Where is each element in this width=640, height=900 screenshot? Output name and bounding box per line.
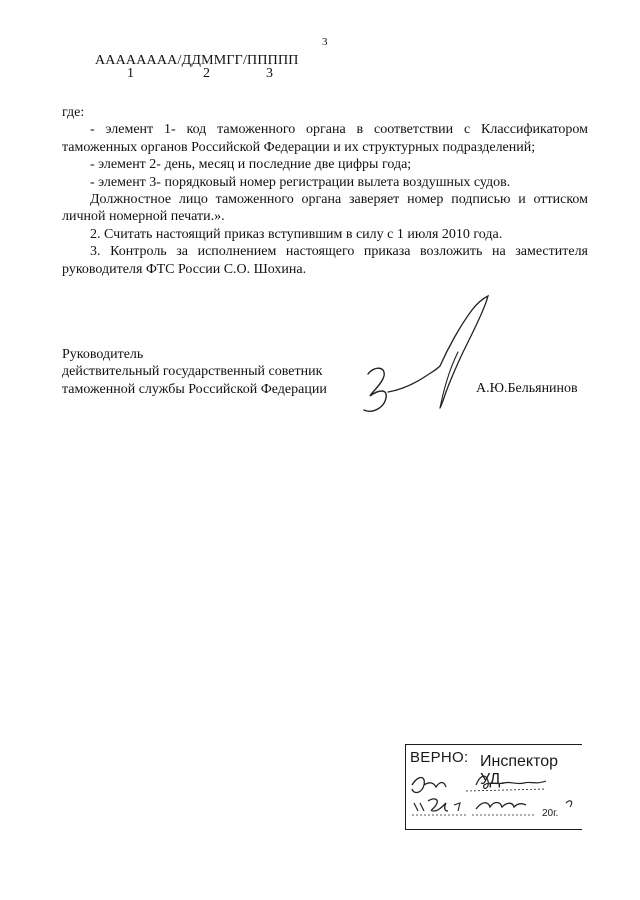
- verification-stamp: [405, 744, 582, 830]
- item-3-text: 3. Контроль за исполнением настоящего приказа возложить на заместителя руководителя ФТС России С.О. Шохина.: [62, 244, 588, 277]
- element-2-text: - элемент 2- день, месяц и последние две цифры года;: [90, 157, 412, 173]
- where-label: где:: [62, 105, 85, 120]
- page-number: 3: [322, 36, 328, 48]
- stamp-inspector-label: Инспектор УД.: [480, 753, 559, 788]
- signatory-line-2: действительный государственный советник: [62, 364, 323, 380]
- signatory-line-1: Руководитель: [62, 347, 144, 362]
- code-index-3: 3: [266, 66, 273, 81]
- official-text: Должностное лицо таможенного органа заверяет номер подписью и оттиском личной номерной печати.».: [62, 192, 588, 225]
- stamp-year-g: г.: [553, 808, 559, 819]
- signatory-line-3: таможенной службы Российской Федерации: [62, 381, 327, 397]
- item-2-text: 2. Считать настоящий приказ вступившим в силу с 1 июля 2010 года.: [90, 226, 503, 242]
- handwritten-signature: [360, 292, 500, 422]
- signatory-name: А.Ю.Бельянинов: [476, 381, 578, 396]
- element-1-text: - элемент 1- код таможенного органа в соответствии с Классификатором таможенных органов Российской Федерации и их структурных подразделений;: [62, 122, 588, 155]
- stamp-verno-label: ВЕРНО:: [410, 749, 469, 766]
- code-format-pattern: АААААААА/ДДММГГ/ППППП: [95, 53, 299, 68]
- stamp-year-suffix: 20г.: [542, 808, 559, 819]
- code-index-2: 2: [203, 66, 210, 81]
- code-index-1: 1: [127, 66, 134, 81]
- body-text: [62, 104, 588, 278]
- signatory-title: [62, 346, 327, 398]
- element-3-text: - элемент 3- порядковый номер регистрации вылета воздушных судов.: [90, 174, 511, 190]
